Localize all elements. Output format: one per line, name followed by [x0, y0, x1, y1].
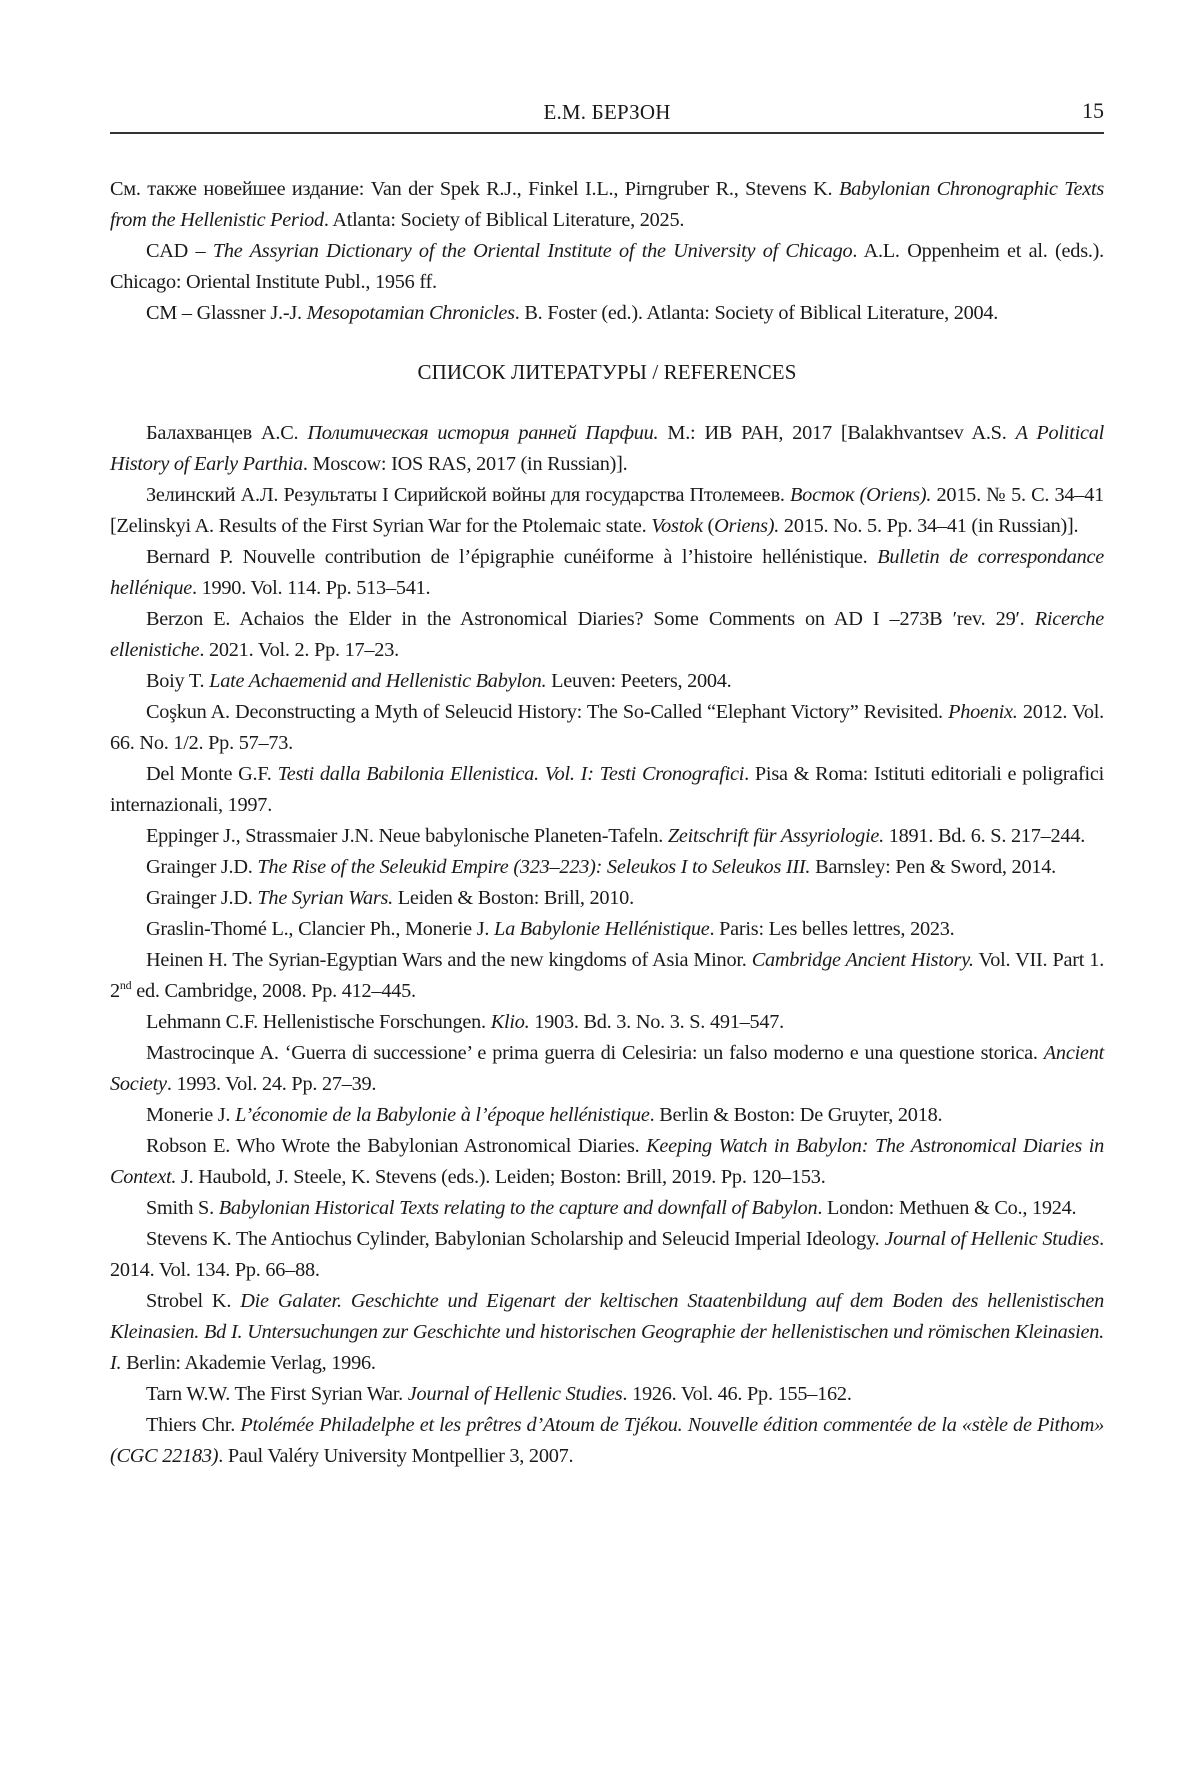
reference-entry — [110, 1379, 1104, 1410]
text-segment: Bernard P. Nouvelle contribution de l’épigraphie cunéiforme à l’histoire hellénistique. — [146, 546, 877, 568]
text-segment: CM – Glassner J.-J. — [146, 302, 307, 324]
note-entry — [110, 236, 1104, 298]
italic-title: Bulletin de correspondance hellénique — [110, 546, 1104, 599]
reference-entry — [110, 1007, 1104, 1038]
reference-entry — [110, 852, 1104, 883]
section-title: СПИСОК ЛИТЕРАТУРЫ / REFERENCES — [110, 357, 1104, 388]
text-segment: . Berlin & Boston: De Gruyter, 2018. — [650, 1104, 943, 1126]
text-segment: . 1993. Vol. 24. Pp. 27–39. — [167, 1073, 376, 1095]
reference-entry — [110, 1100, 1104, 1131]
text-segment: Vol. VII. Part 1. 2 — [110, 949, 1104, 1002]
text-segment: Berzon E. Achaios the Elder in the Astronomical Diaries? Some Comments on AD I –273B ′rev. 29′. — [146, 608, 1035, 630]
text-segment: Mastrocinque A. ‘Guerra di successione’ e prima guerra di Celesiria: un falso moderno e una questione storica. — [146, 1042, 1044, 1064]
text-segment: ed. Cambridge, 2008. Pp. 412–445. — [131, 980, 415, 1002]
page-body — [110, 174, 1104, 1472]
running-header — [110, 96, 1104, 134]
text-segment: . A.L. Oppenheim et al. (eds.). Chicago: Oriental Institute Publ., 1956 ff. — [110, 240, 1104, 293]
text-segment: 2015. No. 5. Pp. 34–41 (in Russian)]. — [779, 515, 1078, 537]
text-segment: Coşkun A. Deconstructing a Myth of Seleucid History: The So-Called “Elephant Victory” Revisited. — [146, 701, 948, 723]
text-segment: . 1926. Vol. 46. Pp. 155–162. — [622, 1383, 851, 1405]
reference-entry — [110, 1131, 1104, 1193]
italic-title: La Babylonie Hellénistique — [494, 918, 709, 940]
running-header-author: Е.М. БЕРЗОН — [110, 100, 1104, 125]
reference-entry — [110, 821, 1104, 852]
text-segment: 2012. Vol. 66. No. 1/2. Pp. 57–73. — [110, 701, 1104, 754]
reference-entry — [110, 480, 1104, 542]
reference-entry — [110, 666, 1104, 697]
text-segment: Leuven: Peeters, 2004. — [546, 670, 731, 692]
text-segment: 1903. Bd. 3. No. 3. S. 491–547. — [529, 1011, 784, 1033]
text-segment: . 2021. Vol. 2. Pp. 17–23. — [199, 639, 399, 661]
text-segment: 1891. Bd. 6. S. 217–244. — [884, 825, 1085, 847]
italic-title: Phoenix. — [948, 701, 1018, 723]
italic-title: The Assyrian Dictionary of the Oriental Institute of the University of Chicago — [213, 240, 853, 262]
italic-title: A Political History of Early Parthia — [110, 422, 1104, 475]
text-segment: См. также новейшее издание: Van der Spek R.J., Finkel I.L., Pirngruber R., Stevens K. — [110, 178, 839, 200]
text-segment: Monerie J. — [146, 1104, 235, 1126]
italic-title: Ricerche ellenistiche — [110, 608, 1104, 661]
reference-entry — [110, 418, 1104, 480]
reference-entry — [110, 759, 1104, 821]
text-segment: Thiers Chr. — [146, 1414, 240, 1436]
reference-entry — [110, 883, 1104, 914]
text-segment: . 1990. Vol. 114. Pp. 513–541. — [192, 577, 430, 599]
text-segment: Robson E. Who Wrote the Babylonian Astronomical Diaries. — [146, 1135, 646, 1157]
text-segment: . B. Foster (ed.). Atlanta: Society of Biblical Literature, 2004. — [515, 302, 998, 324]
text-segment: Heinen H. The Syrian-Egyptian Wars and the new kingdoms of Asia Minor. — [146, 949, 752, 971]
italic-title: Oriens). — [714, 515, 779, 537]
text-segment: . Paris: Les belles lettres, 2023. — [709, 918, 954, 940]
text-segment: Graslin-Thomé L., Clancier Ph., Monerie J. — [146, 918, 494, 940]
text-segment: Strobel K. — [146, 1290, 240, 1312]
text-segment: Grainger J.D. — [146, 887, 257, 909]
italic-title: Klio. — [491, 1011, 530, 1033]
text-segment: . 2014. Vol. 134. Pp. 66–88. — [110, 1228, 1104, 1281]
text-segment: Smith S. — [146, 1197, 219, 1219]
text-segment: Boiy T. — [146, 670, 209, 692]
reference-entry — [110, 914, 1104, 945]
text-segment: J. Haubold, J. Steele, K. Stevens (eds.). Leiden; Boston: Brill, 2019. Pp. 120–153. — [176, 1166, 825, 1188]
text-segment: Grainger J.D. — [146, 856, 257, 878]
reference-entry — [110, 542, 1104, 604]
note-entry — [110, 298, 1104, 329]
italic-title: Journal of Hellenic Studies — [408, 1383, 623, 1405]
abbreviation-notes — [110, 174, 1104, 329]
italic-title: Babylonian Historical Texts relating to the capture and downfall of Babylon — [219, 1197, 818, 1219]
text-segment: . Moscow: IOS RAS, 2017 (in Russian)]. — [303, 453, 628, 475]
reference-list — [110, 418, 1104, 1472]
text-segment: Stevens K. The Antiochus Cylinder, Babylonian Scholarship and Seleucid Imperial Ideology. — [146, 1228, 884, 1250]
italic-title: Babylonian Chronographic Texts from the Hellenistic Period — [110, 178, 1104, 231]
italic-title: The Syrian Wars. — [257, 887, 393, 909]
italic-title: Ancient Society — [110, 1042, 1104, 1095]
text-segment: Del Monte G.F. — [146, 763, 278, 785]
reference-entry — [110, 604, 1104, 666]
text-segment: . Paul Valéry University Montpellier 3, 2007. — [218, 1445, 573, 1467]
text-segment: Lehmann C.F. Hellenistische Forschungen. — [146, 1011, 491, 1033]
superscript: nd — [120, 978, 132, 992]
italic-title: Ptolémée Philadelphe et les prêtres d’Atoum de Tjékou. Nouvelle édition commentée de la «stèle de Pithom» (CGC 22183) — [110, 1414, 1104, 1467]
italic-title: Zeitschrift für Assyriologie. — [668, 825, 884, 847]
italic-title: Late Achaemenid and Hellenistic Babylon. — [209, 670, 546, 692]
text-segment: Barnsley: Pen & Sword, 2014. — [810, 856, 1056, 878]
italic-title: The Rise of the Seleukid Empire (323–223): Seleukos I to Seleukos III. — [257, 856, 810, 878]
reference-entry — [110, 1224, 1104, 1286]
reference-entry — [110, 1410, 1104, 1472]
text-segment: 2015. № 5. С. 34–41 [Zelinskyi A. Results of the First Syrian War for the Ptolemaic state. — [110, 484, 1104, 537]
text-segment: Балахванцев А.С. — [146, 422, 307, 444]
italic-title: Testi dalla Babilonia Ellenistica. Vol. I: Testi Cronografici — [278, 763, 745, 785]
text-segment: . Atlanta: Society of Biblical Literature, 2025. — [324, 209, 684, 231]
italic-title: Vostok — [651, 515, 702, 537]
italic-title: Cambridge Ancient History. — [752, 949, 974, 971]
text-segment: ( — [703, 515, 714, 537]
italic-title: Mesopotamian Chronicles — [307, 302, 515, 324]
page-number: 15 — [1082, 98, 1104, 124]
text-segment: Eppinger J., Strassmaier J.N. Neue babylonische Planeten-Tafeln. — [146, 825, 668, 847]
italic-title: L’économie de la Babylonie à l’époque hellénistique — [235, 1104, 650, 1126]
text-segment: Berlin: Akademie Verlag, 1996. — [121, 1352, 375, 1374]
text-segment: . London: Methuen & Co., 1924. — [817, 1197, 1076, 1219]
italic-title: Journal of Hellenic Studies — [884, 1228, 1099, 1250]
note-entry — [110, 174, 1104, 236]
text-segment: М.: ИВ РАН, 2017 [Balakhvantsev A.S. — [658, 422, 1015, 444]
reference-entry — [110, 945, 1104, 1007]
reference-entry — [110, 1038, 1104, 1100]
text-segment: Leiden & Boston: Brill, 2010. — [393, 887, 634, 909]
reference-entry — [110, 1286, 1104, 1379]
text-segment: . Pisa & Roma: Istituti editoriali e poligrafici internazionali, 1997. — [110, 763, 1104, 816]
italic-title: Восток (Oriens). — [790, 484, 931, 506]
text-segment: Зелинский А.Л. Результаты I Сирийской войны для государства Птолемеев. — [146, 484, 790, 506]
italic-title: Политическая история ранней Парфии. — [307, 422, 658, 444]
text-segment: Tarn W.W. The First Syrian War. — [146, 1383, 408, 1405]
reference-entry — [110, 1193, 1104, 1224]
reference-entry — [110, 697, 1104, 759]
text-segment: CAD – — [146, 240, 213, 262]
italic-title: Keeping Watch in Babylon: The Astronomical Diaries in Context. — [110, 1135, 1104, 1188]
italic-title: Die Galater. Geschichte und Eigenart der keltischen Staatenbildung auf dem Boden des hellenistischen Kleinasien. Bd I. Untersuchungen zur Geschichte und historischen Geographie der hellenistischen und römischen Kleinasien. I. — [110, 1290, 1104, 1374]
